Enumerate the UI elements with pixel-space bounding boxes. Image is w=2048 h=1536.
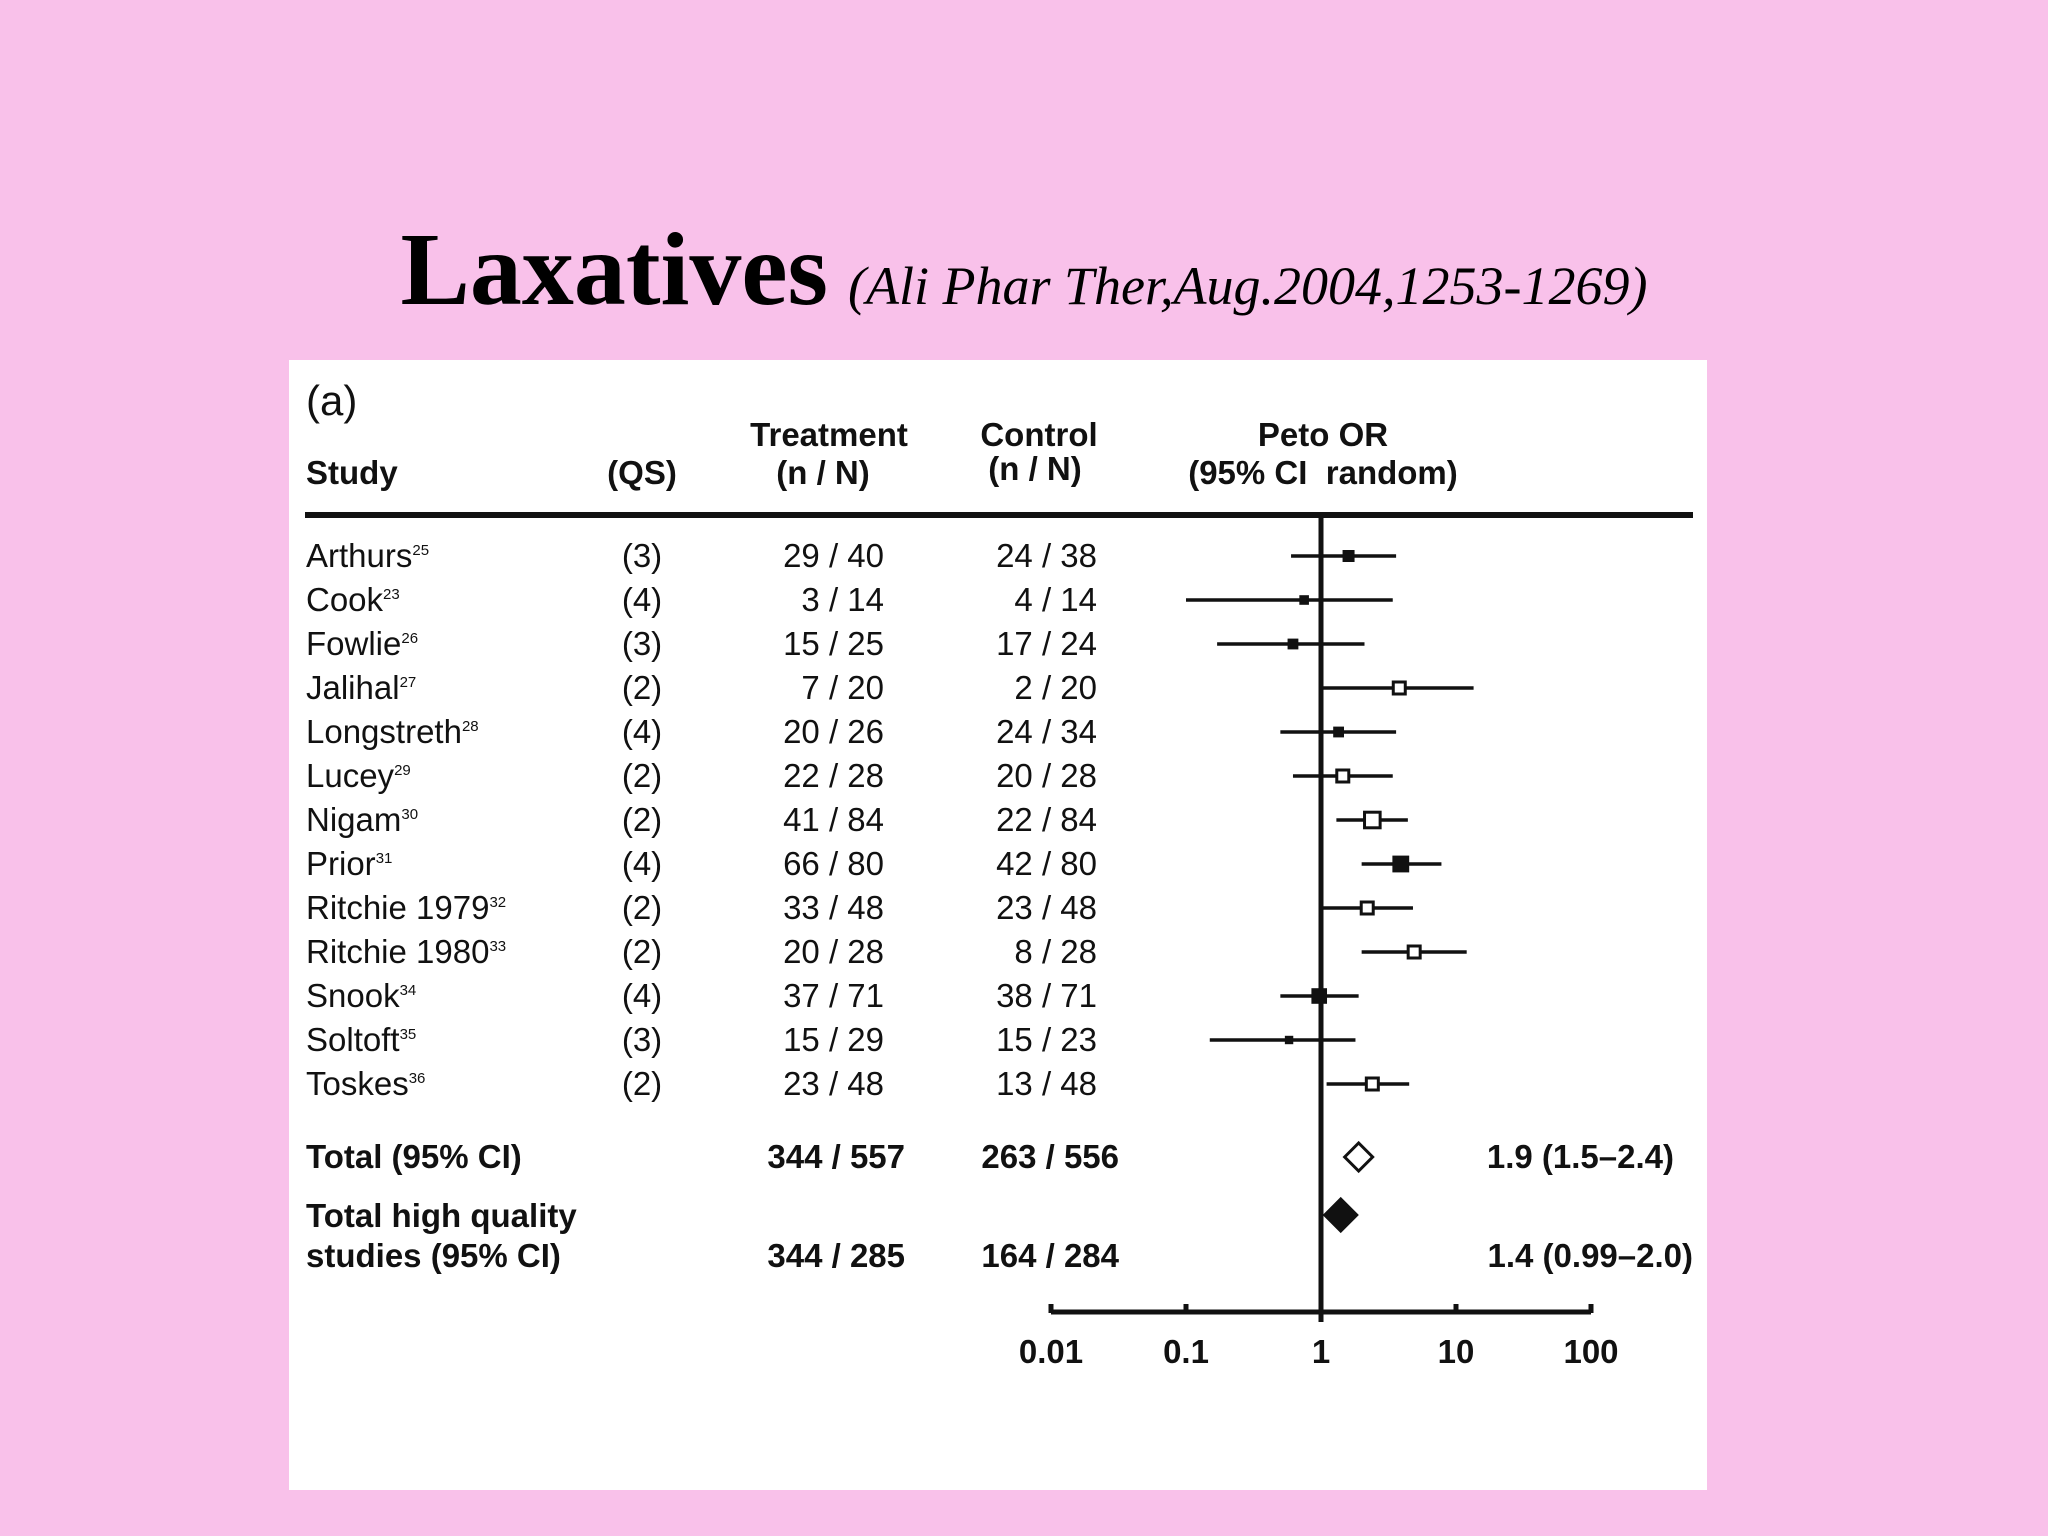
study-ref: 28 bbox=[461, 718, 479, 735]
study-ref: 34 bbox=[399, 982, 417, 999]
study-ref: 27 bbox=[399, 674, 417, 691]
study-control: 42 / 80 bbox=[996, 845, 1097, 882]
study-qs: (4) bbox=[621, 845, 663, 882]
study-qs: (2) bbox=[621, 889, 663, 926]
study-treatment: 23 / 48 bbox=[783, 1065, 884, 1102]
study-or-marker bbox=[1365, 812, 1381, 828]
study-control: 4 / 14 bbox=[1014, 581, 1097, 618]
study-or-marker bbox=[1393, 682, 1405, 694]
study-or-marker bbox=[1285, 1036, 1293, 1044]
study-ref: 32 bbox=[489, 894, 507, 911]
study-ref: 25 bbox=[412, 542, 430, 559]
header-or: Peto OR bbox=[1257, 416, 1389, 453]
x-axis-tick-label: 10 bbox=[1437, 1333, 1475, 1370]
study-control: 23 / 48 bbox=[996, 889, 1097, 926]
study-treatment: 20 / 26 bbox=[783, 713, 884, 750]
header-control: Control bbox=[980, 416, 1098, 453]
study-name: Jalihal$^{27}$ bbox=[306, 669, 417, 706]
study-qs: (4) bbox=[621, 581, 663, 618]
study-name: Fowlie$^{26}$ bbox=[306, 625, 419, 662]
study-qs: (3) bbox=[621, 1021, 663, 1058]
study-control: 17 / 24 bbox=[996, 625, 1097, 662]
header-control-unit: (n / N) bbox=[988, 450, 1082, 487]
panel-label: (a) bbox=[306, 377, 358, 424]
study-control: 22 / 84 bbox=[996, 801, 1097, 838]
study-or-marker bbox=[1343, 550, 1355, 562]
study-treatment: 3 / 14 bbox=[801, 581, 884, 618]
study-name: Nigam$^{30}$ bbox=[306, 801, 419, 838]
study-qs: (2) bbox=[621, 801, 663, 838]
study-row bbox=[306, 1021, 1355, 1058]
study-control: 24 / 38 bbox=[996, 537, 1097, 574]
study-treatment: 37 / 71 bbox=[783, 977, 884, 1014]
study-treatment: 15 / 25 bbox=[783, 625, 884, 662]
study-ref: 29 bbox=[394, 762, 411, 779]
study-control: 38 / 71 bbox=[996, 977, 1097, 1014]
study-treatment: 66 / 80 bbox=[783, 845, 884, 882]
study-name: Lucey$^{29}$ bbox=[306, 757, 411, 794]
study-row bbox=[306, 1065, 1409, 1102]
study-qs: (2) bbox=[621, 933, 663, 970]
pooled-hq-diamond bbox=[1325, 1199, 1357, 1231]
study-name: Prior$^{31}$ bbox=[306, 845, 393, 882]
study-control: 8 / 28 bbox=[1014, 933, 1097, 970]
study-or-marker bbox=[1392, 856, 1409, 873]
study-ref: 35 bbox=[399, 1026, 417, 1043]
study-or-marker bbox=[1288, 639, 1299, 650]
study-row bbox=[306, 889, 1413, 926]
total-label: Total (95% CI) bbox=[306, 1138, 522, 1175]
pooled-total-diamond bbox=[1345, 1143, 1373, 1171]
x-axis-tick-label: 0.1 bbox=[1163, 1333, 1209, 1370]
study-treatment: 20 / 28 bbox=[783, 933, 884, 970]
study-name: Ritchie 1979$^{32}$ bbox=[306, 889, 507, 926]
x-axis-tick-label: 100 bbox=[1563, 1333, 1619, 1370]
study-qs: (2) bbox=[621, 757, 663, 794]
study-name: Longstreth$^{28}$ bbox=[306, 713, 479, 750]
header-qs: (QS) bbox=[607, 454, 677, 491]
study-rows bbox=[306, 537, 1474, 1102]
study-treatment: 22 / 28 bbox=[783, 757, 884, 794]
forest-plot-panel bbox=[289, 360, 1707, 1490]
total-or-text: 1.9 (1.5–2.4) bbox=[1486, 1138, 1674, 1175]
slide-title-citation: (Ali Phar Ther,Aug.2004,1253-1269) bbox=[848, 256, 1648, 316]
study-row bbox=[306, 537, 1396, 574]
total-hq-or-text: 1.4 (0.99–2.0) bbox=[1487, 1237, 1693, 1274]
study-control: 20 / 28 bbox=[996, 757, 1097, 794]
study-row bbox=[306, 625, 1364, 662]
study-ref: 33 bbox=[489, 938, 507, 955]
header-treatment: Treatment bbox=[750, 416, 908, 453]
study-qs: (2) bbox=[621, 669, 663, 706]
forest-plot bbox=[289, 360, 1707, 1490]
study-row bbox=[306, 713, 1396, 750]
study-control: 15 / 23 bbox=[996, 1021, 1097, 1058]
total-hq-control: 164 / 284 bbox=[981, 1237, 1119, 1274]
study-or-marker bbox=[1337, 770, 1349, 782]
study-or-marker bbox=[1366, 1078, 1378, 1090]
header-or-ci: (95% CI random) bbox=[1188, 454, 1458, 491]
study-or-marker bbox=[1333, 727, 1344, 738]
header-study: Study bbox=[306, 454, 398, 491]
study-qs: (4) bbox=[621, 713, 663, 750]
study-qs: (2) bbox=[621, 1065, 663, 1102]
study-qs: (4) bbox=[621, 977, 663, 1014]
study-or-marker bbox=[1361, 902, 1373, 914]
study-row bbox=[306, 757, 1393, 794]
total-hq-label-line2: studies (95% CI) bbox=[306, 1237, 561, 1274]
study-row bbox=[306, 845, 1441, 882]
total-treatment: 344 / 557 bbox=[767, 1138, 905, 1175]
study-control: 24 / 34 bbox=[996, 713, 1097, 750]
study-ref: 31 bbox=[375, 850, 393, 867]
x-axis-tick-label: 0.01 bbox=[1018, 1333, 1084, 1370]
slide-title bbox=[0, 210, 2048, 329]
study-row bbox=[306, 933, 1467, 970]
x-axis-tick-label: 1 bbox=[1311, 1333, 1331, 1370]
study-or-marker bbox=[1408, 946, 1420, 958]
study-treatment: 33 / 48 bbox=[783, 889, 884, 926]
total-hq-label-line1: Total high quality bbox=[306, 1197, 577, 1234]
study-or-marker bbox=[1299, 595, 1309, 605]
study-ref: 23 bbox=[383, 586, 400, 603]
study-row bbox=[306, 977, 1359, 1014]
slide-title-main: Laxatives bbox=[400, 212, 829, 327]
study-ref: 36 bbox=[408, 1070, 426, 1087]
study-row bbox=[306, 581, 1393, 618]
study-name: Ritchie 1980$^{33}$ bbox=[306, 933, 507, 970]
study-qs: (3) bbox=[621, 537, 663, 574]
study-control: 2 / 20 bbox=[1014, 669, 1097, 706]
header-treatment-unit: (n / N) bbox=[776, 454, 870, 491]
study-row bbox=[306, 801, 1408, 838]
study-control: 13 / 48 bbox=[996, 1065, 1097, 1102]
study-qs: (3) bbox=[621, 625, 663, 662]
study-name: Snook$^{34}$ bbox=[306, 977, 417, 1014]
study-row bbox=[306, 669, 1474, 706]
study-treatment: 15 / 29 bbox=[783, 1021, 884, 1058]
study-name: Toskes$^{36}$ bbox=[306, 1065, 426, 1102]
total-control: 263 / 556 bbox=[981, 1138, 1119, 1175]
study-treatment: 29 / 40 bbox=[783, 537, 884, 574]
study-ref: 30 bbox=[401, 806, 419, 823]
study-name: Cook$^{23}$ bbox=[306, 581, 400, 618]
study-ref: 26 bbox=[401, 630, 419, 647]
study-treatment: 7 / 20 bbox=[801, 669, 884, 706]
study-name: Soltoft$^{35}$ bbox=[306, 1021, 417, 1058]
total-hq-treatment: 344 / 285 bbox=[767, 1237, 905, 1274]
study-treatment: 41 / 84 bbox=[783, 801, 884, 838]
study-name: Arthurs$^{25}$ bbox=[306, 537, 430, 574]
